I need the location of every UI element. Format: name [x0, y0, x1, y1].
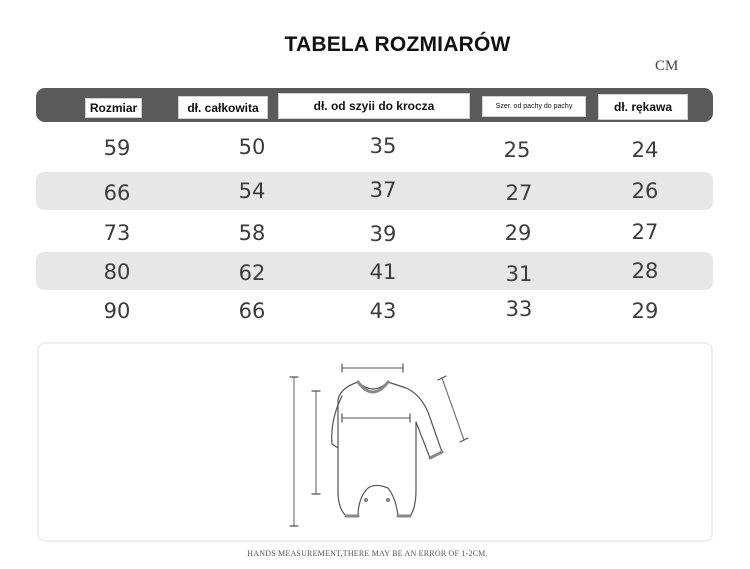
- measurement-note: HANDS MEASUREMENT,THERE MAY BE AN ERROR OF 1-2CM.: [247, 549, 488, 558]
- header-total-length: dł. całkowita: [178, 96, 268, 119]
- cell-armpit-width: 33: [505, 297, 533, 321]
- romper-measurement-icon: [280, 360, 480, 532]
- header-armpit-width: Szer. od pachy do pachy: [482, 96, 586, 117]
- page-title: TABELA ROZMIARÓW: [284, 33, 511, 56]
- cell-size: 59: [103, 136, 131, 160]
- cell-total-length: 58: [238, 221, 266, 245]
- cell-total-length: 62: [238, 261, 266, 285]
- cell-neck-to-crotch: 43: [369, 299, 397, 323]
- cell-neck-to-crotch: 35: [369, 134, 397, 158]
- cell-neck-to-crotch: 41: [369, 260, 397, 284]
- unit-label: CM: [655, 58, 679, 74]
- cell-size: 80: [103, 260, 131, 284]
- cell-size: 66: [103, 181, 131, 205]
- cell-armpit-width: 25: [503, 138, 531, 162]
- header-neck-to-crotch: dł. od szyii do krocza: [278, 93, 470, 119]
- cell-total-length: 54: [238, 179, 266, 203]
- cell-size: 73: [103, 221, 131, 245]
- cell-neck-to-crotch: 37: [369, 178, 397, 202]
- cell-total-length: 66: [238, 299, 266, 323]
- cell-armpit-width: 31: [505, 262, 533, 286]
- cell-sleeve-length: 24: [631, 138, 659, 162]
- cell-neck-to-crotch: 39: [369, 222, 397, 246]
- cell-sleeve-length: 27: [631, 220, 659, 244]
- cell-total-length: 50: [238, 135, 266, 159]
- cell-armpit-width: 29: [504, 221, 532, 245]
- cell-sleeve-length: 26: [631, 179, 659, 203]
- cell-size: 90: [103, 299, 131, 323]
- cell-sleeve-length: 29: [631, 299, 659, 323]
- cell-sleeve-length: 28: [631, 259, 659, 283]
- header-size: Rozmiar: [85, 98, 142, 118]
- cell-armpit-width: 27: [505, 181, 533, 205]
- header-sleeve-length: dł. rękawa: [598, 94, 688, 120]
